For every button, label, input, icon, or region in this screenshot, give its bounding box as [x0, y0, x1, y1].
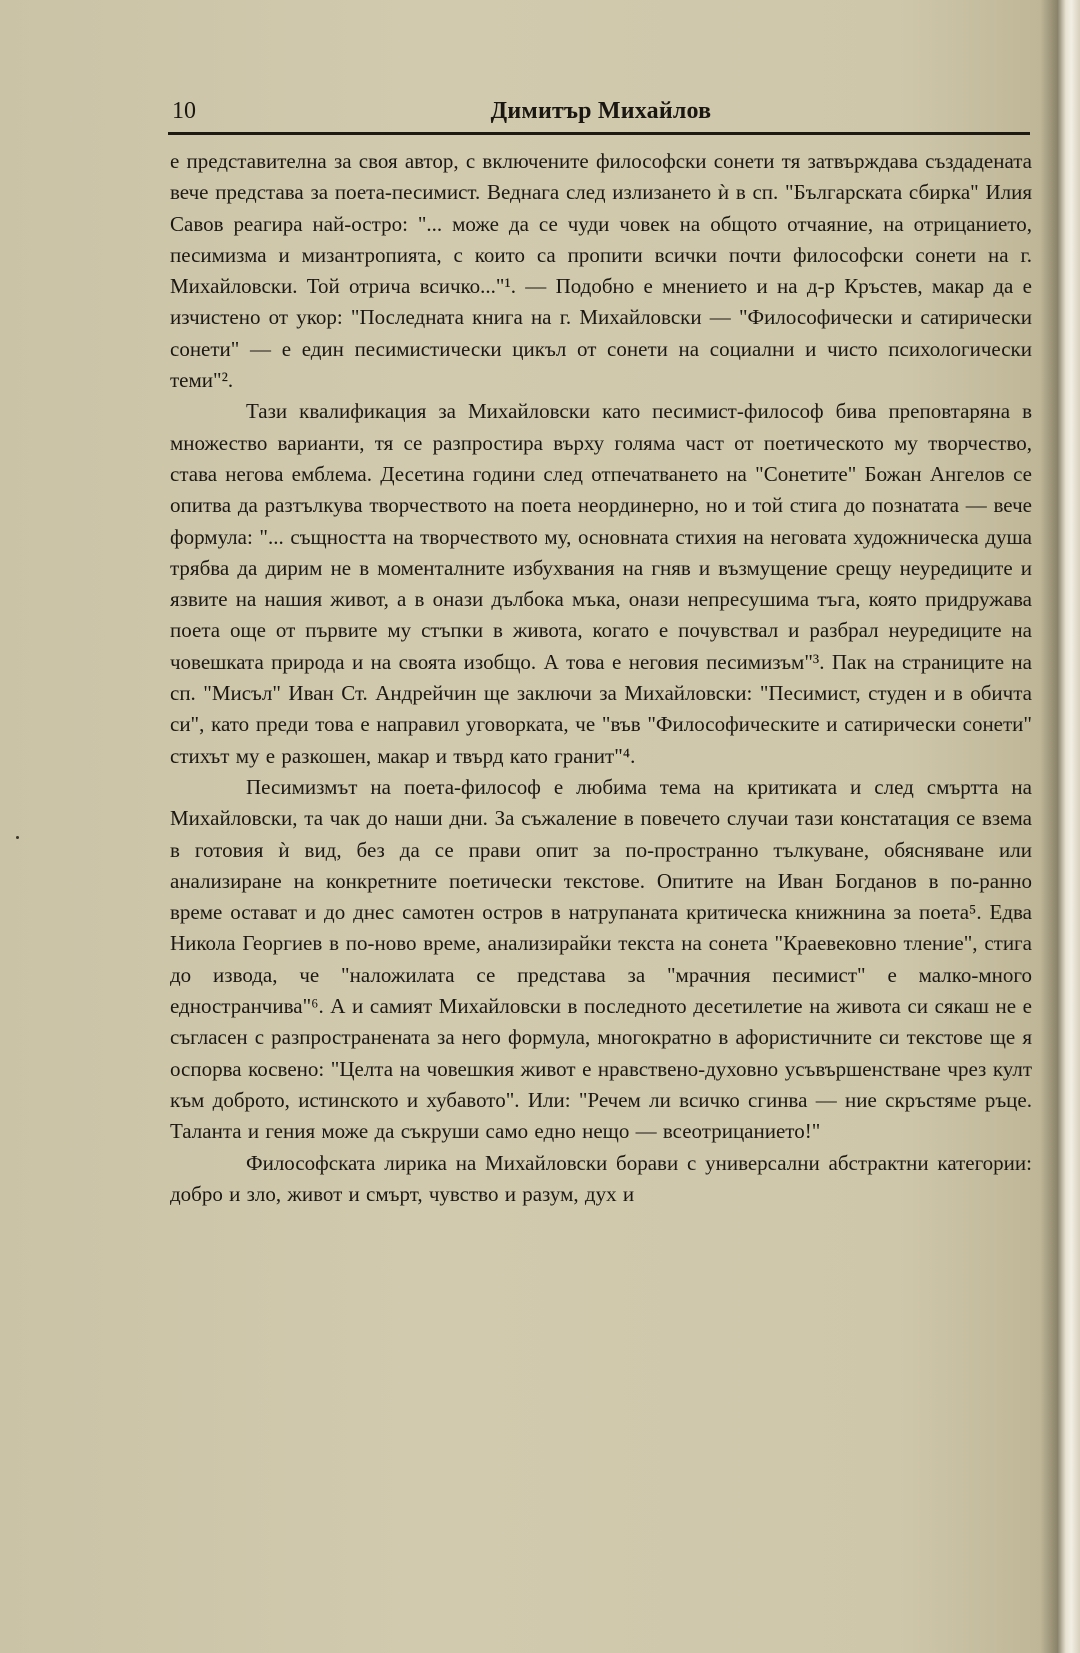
- body-text: [170, 146, 1032, 1210]
- page-header: [172, 98, 1030, 132]
- header-rule: [168, 132, 1030, 135]
- paragraph-4: Философската лирика на Михайловски борави с универсални абстрактни категории: добро и зло, живот и смърт, чувство и разум, дух и: [170, 1150, 1032, 1206]
- running-title: Димитър Михайлов: [490, 98, 712, 124]
- page-number: 10: [172, 98, 196, 124]
- paragraph-2: Тази квалификация за Михайловски като песимист-философ бива преповтаряна в множество варианти, тя се разпростира върху голяма част от поетическото му творчество, става негова емблема. Десетина години след отпечатването на "Сонетите" Божан Ангелов се опитва да разтълкува творчеството на поета неординерно, но и той стига до познатата — вече формула: "... същността на творчеството му, основната стихия на неговата художническа душа трябва да дирим не в моменталните избухвания на гняв и възмущение срещу неуредиците и язвите на нашия живот, а в онази дълбока мъка, онази непресушима тъга, която придружава поета още от първите му стъпки в живота, когато е почувствал и разбрал неуредиците на човешката природа и на своята изобщо. А това е неговия песимизъм"³. Пак на страниците на сп. "Мисъл" Иван Ст. Андрейчин ще заключи за Михайловски: "Песимист, студен и в обичта си", като преди това е направил уговорката, че "във "Философическите и сатирически сонети" стихът му е разкошен, макар и твърд като гранит"⁴.: [170, 399, 1032, 768]
- paragraph-1: е представителна за своя автор, с включените философски сонети тя затвърждава създадената вече представа за поета-песимист. Веднага след излизането ѝ в сп. "Българската сбирка" Илия Савов реагира най-остро: "... може да се чуди човек на общото отчаяние, на отрицанието, песимизма и мизантропията, с които са пропити всички почти философски сонети на г. Михайловски. Той отрича всичко..."¹. — Подобно е мнението и на д-р Кръстев, макар да е изчистено от укор: "Последната книга на г. Михайловски — "Философически и сатирически сонети" — е един песимистически цикъл от сонети на социални и чисто психологически теми"².: [170, 149, 1032, 393]
- paragraph-3: Песимизмът на поета-философ е любима тема на критиката и след смъртта на Михайловски, та чак до наши дни. За съжаление в повечето случаи тази констатация се взема в готовия ѝ вид, без да се прави опит за по-пространно тълкуване, обясняване или анализиране на конкретните поетически текстове. Опитите на Иван Богданов в по-ранно време остават и до днес самотен остров в натрупаната критическа книжнина за поета⁵. Едва Никола Георгиев в по-ново време, анализирайки текста на сонета "Краевековно тление", стига до извода, че "наложилата се представа за "мрачния песимист" е малко-много едностранчива"⁶. А и самият Михайловски в последното десетилетие на живота си сякаш не е съгласен с разпространената за него формула, многократно в афористичните си текстове ще я оспорва косвено: "Целта на човешкия живот е нравствено-духовно усъвършенстване чрез култ към доброто, истинското и хубавото". Или: "Речем ли всичко сгинва — ние скръстяме ръце. Таланта и гения може да съкруши само едно нещо — всеотрицанието!": [170, 774, 1032, 1144]
- page-edge: [1058, 0, 1080, 1653]
- paper-speck: [16, 836, 19, 839]
- page-shadow: [1040, 0, 1058, 1653]
